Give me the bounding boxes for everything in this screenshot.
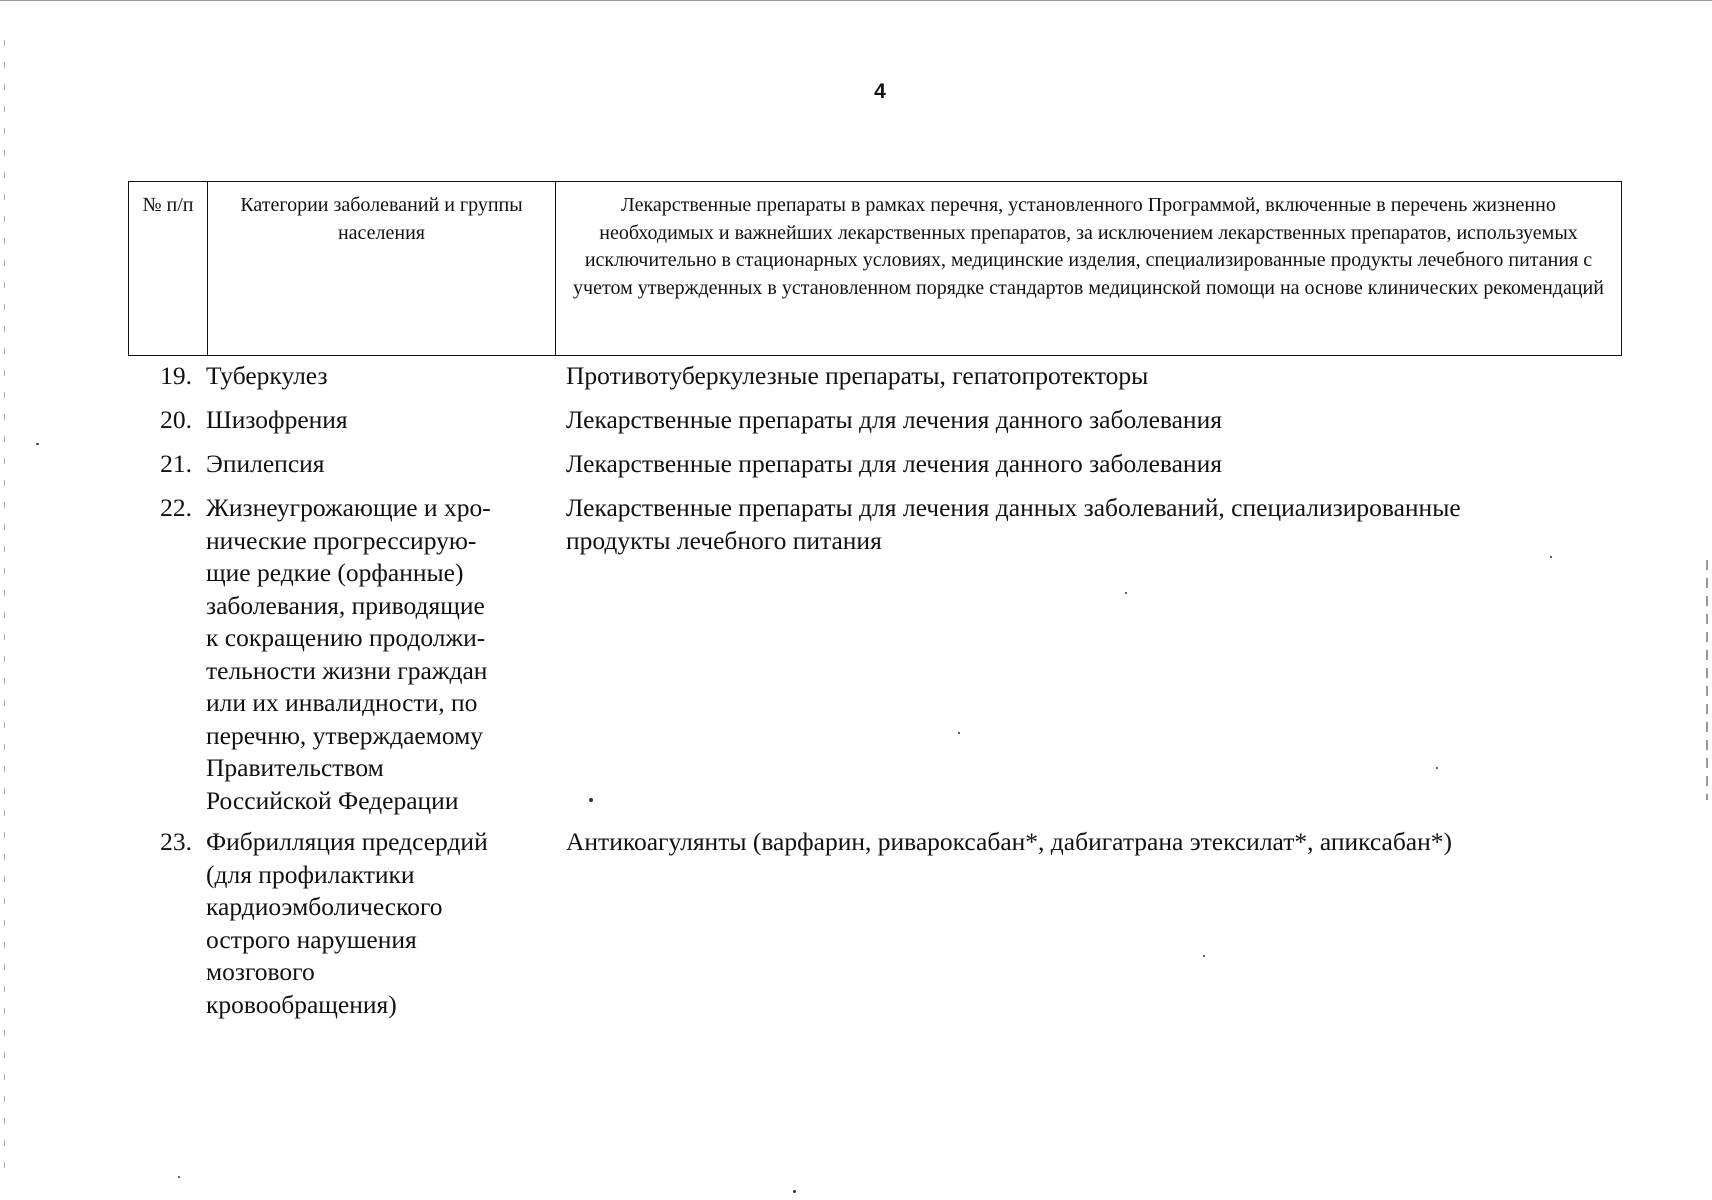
- row-number: 19.: [160, 361, 192, 390]
- page-number: 4: [874, 80, 886, 103]
- row-drugs: Лекарственные препараты для лечения данного заболевания: [566, 449, 1222, 478]
- row-category: Шизофрения: [206, 405, 348, 434]
- table-row: [128, 448, 1622, 481]
- row-drugs: Антикоагулянты (варфарин, ривароксабан*, дабигатрана этексилат*, апиксабан*): [566, 827, 1453, 856]
- row-number: 20.: [160, 405, 192, 434]
- row-drugs: [554, 492, 1622, 817]
- scan-speck: [1550, 556, 1552, 558]
- scan-speck: [1125, 592, 1127, 594]
- row-category: Эпилепсия: [206, 449, 325, 478]
- header-number: № п/п: [142, 194, 194, 216]
- category-line: или их инвалидности, по: [206, 688, 478, 717]
- table-row: [128, 404, 1622, 437]
- row-category: [206, 492, 554, 817]
- category-line: Российской Федерации: [206, 785, 459, 815]
- category-line: Фибрилляция предсердий: [206, 827, 488, 856]
- scan-speck: [36, 443, 39, 445]
- category-line: перечню, утверждаемому: [206, 720, 484, 750]
- row-drugs: Противотуберкулезные препараты, гепатопротекторы: [566, 361, 1149, 390]
- category-line: Правительством: [206, 753, 384, 782]
- category-line: острого нарушения: [206, 924, 417, 954]
- scan-speck: [958, 732, 960, 734]
- category-line: заболевания, приводящие: [206, 590, 485, 620]
- category-line: кровообращения): [206, 989, 397, 1019]
- row-number: 21.: [160, 449, 192, 478]
- row-drugs: Лекарственные препараты для лечения данного заболевания: [566, 405, 1222, 434]
- category-line: щие редкие (орфанные): [206, 558, 464, 587]
- category-line: кардиоэмболического: [206, 892, 443, 921]
- table-row: [128, 826, 1622, 1021]
- scan-right-edge: [1706, 560, 1708, 800]
- header-category: Категории заболеваний и группы населения: [207, 182, 555, 355]
- category-line: нические прогрессирую-: [206, 525, 477, 555]
- table-row: [128, 492, 1622, 817]
- category-line: Жизнеугрожающие и хро-: [206, 493, 491, 522]
- drugs-line: продукты лечебного питания: [566, 525, 882, 555]
- scan-speck: [1436, 767, 1438, 769]
- category-line: мозгового: [206, 957, 315, 986]
- row-number: 23.: [160, 827, 192, 856]
- scan-speck: [178, 1176, 180, 1178]
- row-category: [206, 826, 554, 1021]
- category-line: (для профилактики: [206, 859, 415, 889]
- scan-speck: [1203, 955, 1205, 957]
- row-category: Туберкулез: [206, 361, 328, 390]
- table-row: [128, 360, 1622, 393]
- table-header: [128, 181, 1622, 356]
- scan-left-edge: [4, 40, 5, 1180]
- row-number: 22.: [160, 493, 192, 522]
- scan-top-edge: [0, 0, 1712, 12]
- category-line: тельности жизни граждан: [206, 655, 488, 685]
- scan-speck: [793, 1190, 796, 1193]
- scan-speck: [589, 798, 593, 802]
- category-line: к сокращению продолжи-: [206, 623, 486, 652]
- header-drugs: Лекарственные препараты в рамках перечня, установленного Программой, включенные в перечень жизненно необходимых и важнейших лекарственных препаратов, за исключением лекарственных препаратов, используемых исключительно в стационарных условиях, медицинские изделия, специализированные продукты лечебного питания с учетом утвержденных в установленном порядке стандартов медицинской помощи на основе клинических рекомендаций: [555, 182, 1621, 355]
- drugs-line: Лекарственные препараты для лечения данных заболеваний, специализированные: [566, 493, 1461, 522]
